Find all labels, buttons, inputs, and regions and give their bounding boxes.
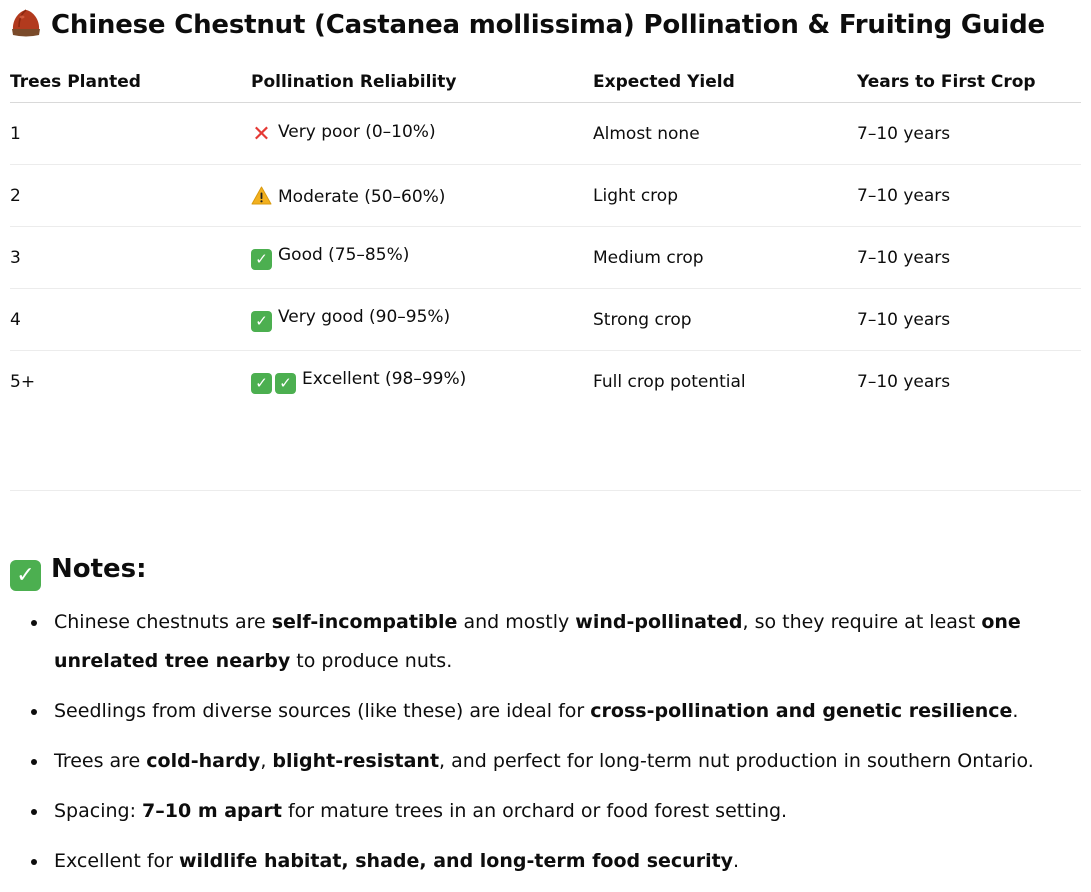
cell-reliability — [251, 227, 593, 289]
list-item — [54, 603, 1081, 681]
note-text: Spacing: — [54, 800, 143, 822]
notes-list — [10, 603, 1081, 892]
cell-trees: 3 — [10, 227, 251, 289]
note-text: . — [1012, 700, 1019, 722]
reliability-text: Moderate (50–60%) — [278, 186, 446, 207]
table-header-row — [10, 62, 1081, 103]
cell-yield: Strong crop — [593, 289, 857, 351]
cell-trees: 4 — [10, 289, 251, 351]
note-text: to produce nuts. — [290, 650, 453, 672]
cell-yield: Full crop potential — [593, 371, 746, 392]
note-emphasis: wildlife habitat, shade, and long-term food security — [179, 850, 734, 872]
warning-icon — [251, 185, 272, 206]
table-row — [10, 227, 1081, 289]
list-item — [54, 692, 1081, 731]
pollination-table — [10, 62, 1081, 412]
note-text: , — [260, 750, 273, 772]
header-expected-yield: Expected Yield — [593, 62, 857, 103]
check-icon: ✓ — [251, 373, 272, 394]
note-text: , so they require at least — [742, 611, 982, 633]
cross-icon: ✕ — [252, 122, 271, 147]
check-icon: ✓ — [251, 311, 272, 332]
list-item — [54, 792, 1081, 831]
notes-heading-text: Notes: — [51, 554, 147, 584]
section-divider — [10, 490, 1081, 491]
reliability-text: Good (75–85%) — [278, 245, 410, 265]
chestnut-icon — [10, 8, 42, 38]
cell-yield: Light crop — [593, 165, 857, 227]
cell-reliability — [251, 165, 593, 227]
table-row — [10, 289, 1081, 351]
list-item — [54, 742, 1081, 781]
note-text: Chinese chestnuts are — [54, 611, 272, 633]
note-text: Seedlings from diverse sources (like these) are ideal for — [54, 700, 591, 722]
note-text: , and perfect for long-term nut production in southern Ontario. — [439, 750, 1034, 772]
note-emphasis: cold-hardy — [146, 750, 261, 772]
note-emphasis: one unrelated tree nearby — [54, 611, 1021, 672]
notes-heading — [10, 551, 147, 591]
list-item — [54, 842, 1081, 881]
note-emphasis: 7–10 m apart — [142, 800, 282, 822]
title-text: Chinese Chestnut (Castanea mollissima) Pollination & Fruiting Guide — [51, 10, 1045, 40]
cell-yield: Medium crop — [593, 227, 857, 289]
cell-trees: 5+ — [10, 371, 36, 392]
note-emphasis: wind-pollinated — [575, 611, 743, 633]
reliability-text: Excellent (98–99%) — [302, 369, 467, 389]
cell-years: 7–10 years — [857, 165, 1081, 227]
note-emphasis: cross-pollination and genetic resilience — [590, 700, 1013, 722]
note-text: Trees are — [54, 750, 147, 772]
table-row — [10, 103, 1081, 165]
table-row — [10, 165, 1081, 227]
reliability-text: Very poor (0–10%) — [278, 122, 436, 142]
header-pollination-reliability: Pollination Reliability — [251, 62, 593, 103]
page-title — [10, 8, 1045, 42]
cell-yield: Almost none — [593, 103, 857, 165]
note-emphasis: blight-resistant — [272, 750, 440, 772]
cell-reliability — [251, 103, 593, 165]
header-years-to-first-crop: Years to First Crop — [857, 62, 1081, 103]
table-row — [10, 351, 1081, 413]
cell-reliability — [251, 351, 593, 413]
reliability-text: Very good (90–95%) — [278, 307, 451, 327]
cell-years: 7–10 years — [857, 103, 1081, 165]
check-icon: ✓ — [275, 373, 296, 394]
note-text: Excellent for — [54, 850, 179, 872]
check-icon: ✓ — [251, 249, 272, 270]
check-icon: ✓ — [10, 560, 41, 591]
cell-trees: 1 — [10, 103, 251, 165]
cell-years: 7–10 years — [857, 289, 1081, 351]
note-text: . — [733, 850, 740, 872]
note-emphasis: self-incompatible — [271, 611, 458, 633]
note-text: and mostly — [457, 611, 576, 633]
cell-trees: 2 — [10, 165, 251, 227]
cell-reliability — [251, 289, 593, 351]
header-trees-planted: Trees Planted — [10, 62, 251, 103]
note-text: for mature trees in an orchard or food forest setting. — [281, 800, 788, 822]
cell-years: 7–10 years — [857, 227, 1081, 289]
cell-years: 7–10 years — [857, 371, 951, 392]
